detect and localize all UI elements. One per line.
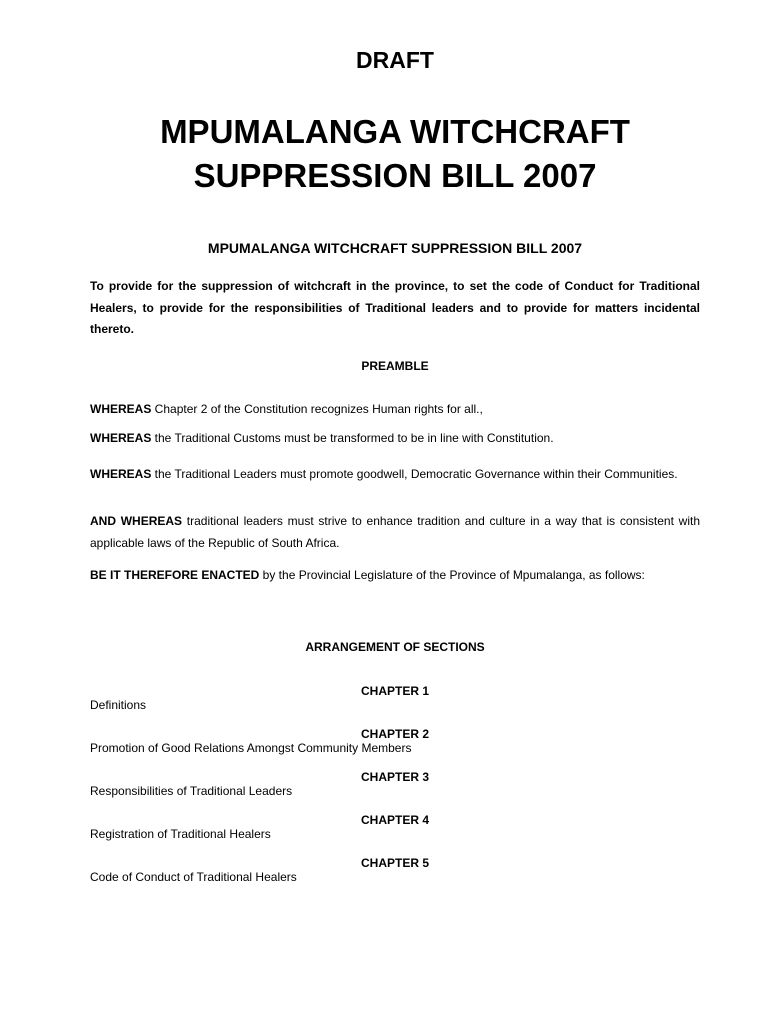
preamble-clause bbox=[90, 467, 700, 482]
clause-text: the Traditional Leaders must promote goodwell, Democratic Governance within their Communities. bbox=[151, 467, 678, 481]
clause-keyword: AND WHEREAS bbox=[90, 514, 183, 528]
long-title-paragraph: To provide for the suppression of witchcraft in the province, to set the code of Conduct for Traditional Healers, to provide for the responsibilities of Traditional leaders and to provide for matters incidental thereto. bbox=[90, 279, 700, 336]
clause-text: by the Provincial Legislature of the Province of Mpumalanga, as follows: bbox=[259, 568, 645, 582]
chapter-title: Definitions bbox=[90, 698, 147, 712]
preamble-clause bbox=[90, 510, 700, 554]
chapter-entry bbox=[90, 770, 700, 799]
chapter-number: CHAPTER 3 bbox=[360, 770, 429, 784]
clause-keyword: WHEREAS bbox=[90, 431, 152, 445]
preamble-clause bbox=[90, 431, 700, 446]
chapter-title: Registration of Traditional Healers bbox=[90, 827, 271, 841]
document-subtitle: MPUMALANGA WITCHCRAFT SUPPRESSION BILL 2007 bbox=[207, 240, 583, 256]
document-title-line-1: MPUMALANGA WITCHCRAFT bbox=[160, 113, 630, 150]
chapter-entry bbox=[90, 684, 700, 713]
chapter-number: CHAPTER 5 bbox=[360, 856, 429, 870]
chapter-number: CHAPTER 1 bbox=[360, 684, 429, 698]
clause-text: the Traditional Customs must be transformed to be in line with Constitution. bbox=[151, 431, 554, 445]
document-title bbox=[90, 110, 700, 198]
document-title-line-2: SUPPRESSION BILL 2007 bbox=[193, 157, 597, 194]
preamble-clause bbox=[90, 402, 700, 417]
preamble-heading: PREAMBLE bbox=[361, 359, 429, 373]
chapter-entry bbox=[90, 813, 700, 842]
clause-keyword: WHEREAS bbox=[90, 402, 152, 416]
clause-text: Chapter 2 of the Constitution recognizes Human rights for all., bbox=[151, 402, 483, 416]
chapter-title: Responsibilities of Traditional Leaders bbox=[90, 784, 293, 798]
chapter-title: Code of Conduct of Traditional Healers bbox=[90, 870, 297, 884]
chapter-number: CHAPTER 4 bbox=[360, 813, 429, 827]
arrangement-heading: ARRANGEMENT OF SECTIONS bbox=[305, 640, 485, 654]
chapter-title: Promotion of Good Relations Amongst Community Members bbox=[90, 741, 412, 755]
clause-keyword: BE IT THEREFORE ENACTED bbox=[90, 568, 260, 582]
chapter-number: CHAPTER 2 bbox=[360, 727, 429, 741]
chapter-entry bbox=[90, 856, 700, 885]
draft-label: DRAFT bbox=[356, 47, 434, 73]
clause-text: traditional leaders must strive to enhance tradition and culture in a way that is consistent with applicable laws of the Republic of South Africa. bbox=[90, 514, 701, 550]
chapter-entry bbox=[90, 727, 700, 756]
clause-keyword: WHEREAS bbox=[90, 467, 152, 481]
enacting-clause bbox=[90, 568, 700, 583]
